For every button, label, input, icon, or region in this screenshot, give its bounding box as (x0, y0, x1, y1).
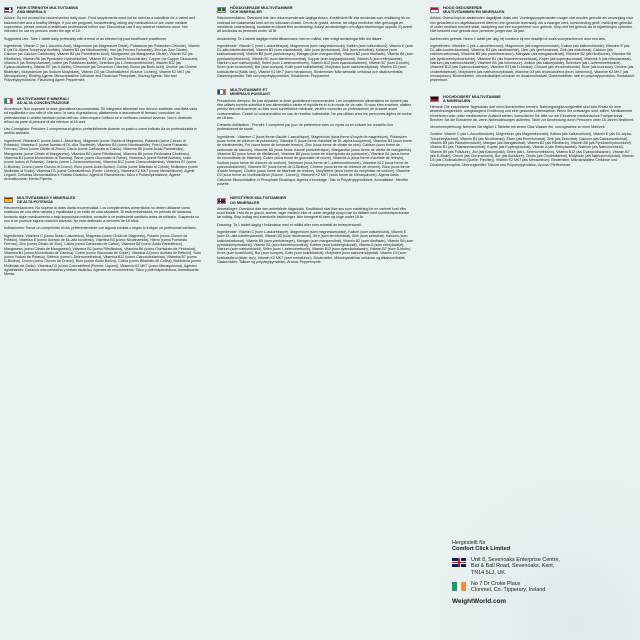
suggested-use-text: Verzehrempfehlung: Nehmen Sie täglich 1 Tablette mit einem Glas Wasser ein, vorzugsweise zu einer Mahlzeit. (430, 125, 606, 130)
advice-text: Anbefalinger: Overskrid ikke den anbefalede dagsdosis. Kosttilskud skal ikke ses som erstatning for en varieret kost eller sund livsstil. Hvis du er gravid, ammer, tager medicin eller er under lægeligt opsyn bør du rådføre med sundhedspersonale før indtag. Stop indtag ved eventuelle bivirkninger. Ikke beregnet til børn og unge under 18 år. (217, 206, 410, 220)
section-de (430, 95, 635, 167)
company-name: Comfort Click Limited (452, 546, 511, 553)
ingredients-text: Zutaten: Vitamin C (als L-Ascorbinsäure), Magnesium (als Magnesiumoxid), Kalium (als Kaliumchlorid), Vitamin E (als DL-Alpha-Tocopherylacetat), Vitamin B3 (als Nicotinamid), Eisen (als Eisenfumarat), Zink (als Zinkcitrat), Calcium (als Calciumcarbonat), Vitamin B5 (als Pantothensäure), Mangan (als Mangancitrat), Vitamin B2 (als Riboflavin), Vitamin B6 (als Pyridoxinhydrochlorid), Vitamin B1 (als Thiaminmononitrat), Kupfer (als Kupfergluconat), Vitamin A (als Retinylacetat), Natrium (als Natriumchlorid), Vitamin B9 (als Folsäure), Jod (als Kaliumjodid), Selen (als L-Selenomethionin), Vitamin B12 (als Cyanocobalamin), Vitamin B7 (als D-Biotin), Chrom (als Chromchlorid), Bor (als Borsäure), Cholin (als Cholinbitartrat), Molybdän (als Natriummolybdat), Vitamin D3 (als Cholecalciferol (Quelle: Flechte)), Vitamin K2 MK7 (als Menachinon). Bindemittel: Mikrokristalline Cellulose und Dicalciumphosphat, Überzugsmittel: Talkum und Polyvinylpyrrolidon, Aroma: Pfefferminze. (430, 132, 634, 167)
section-es (4, 196, 201, 277)
section-title: HØYSTYRKE MULTIVITAMINER OG MINERALER (230, 196, 287, 205)
suggested-use-text: Dosering: Ta 1 tablett daglig i forbindelse med et måltid eller som anbefalt av helsepersonell. (217, 222, 362, 227)
advice-text: Advice: Do not exceed the recommended daily dose. Food supplements must not be used as a substitute for a varied and balanced diet and a healthy lifestyle. If you are pregnant, breastfeeding, taking any medications or are under medical supervision, please consult a healthcare professional before use. Discontinue use if any adverse reactions occur. Not intended for use by persons under the age of 18. (4, 16, 196, 34)
france-flag-icon (217, 89, 226, 95)
ireland-flag-icon (452, 582, 466, 591)
section-no (217, 196, 414, 264)
ingredients-text: Ingredienser: Vitamin C (som L-askorbinsyra), Magnesium (som magnesiumoxid), Kalium (som kaliumklorid), Vitamin E (som DL-alfa-tokoferolacetat), Vitamin B3 (som nikotinamid), Järn (som järnfumarat), Zink (som zinkcitrat), Kalcium (som kalciumkarbonat), Vitamin B5 (som pantotensyra), Mangan (som mangancitrat), Vitamin B2 (som riboflavin), Vitamin B6 (som pyridoxinhydroklorid), Vitamin B1 (som tiaminmononitrat), Koppar (som kopparglukonat), Vitamin A (som retinylacetat), Natrium (som natriumjodid), Selen (som L-selenometionin), Vitamin B12 (som cyanokobalamin), Vitamin B7 (som D-biotin), Krom (som kromklorid), Bor (som borsyra), Kolin (som kolinbitartrat), Molybden (som natriummolybdat), Vitamin D3 (som kolekalciferol (Källa: lav)), Vitamin K2 MK7 (som menakinon). Bindemedel: Mikrokristallin cellulosa och dikalciumfosfat, Glaseringsmedel: Talk och polyvinylpyrrolidon, Smakämne: Pepparmint. (217, 43, 414, 78)
column-right (430, 6, 635, 173)
section-title: HOCHDOSIERT MULTIVITAMINE & MINERALIEN (443, 94, 501, 103)
ingredients-text: Ingredienti: Vitamina C (come Acido L-Ascorbico), Magnesio (come Ossido di Magnesio), Potassio (come Cloruro di Potassio), Vitamina E (come Acetato di DL-Alfa Tocoferile), Vitamina B3 (come Nicotinamide), Ferro (come Fumarato Ferroso), Zinco (come Citrato di Zinco), Calcio (come Carbonato di Calcio), Vitamina B5 (come Acido Pantotenico), Manganese (come Citrato di Manganese), Vitamina B2 (come Riboflavina), Vitamina B6 (come Piridossina Cloridrato), Vitamina B1 (come Mononitrato di Tiamina), Rame (come Gluconato di Rame), Vitamina A (come Retinil Acetato), Iodio (come Ioduro di Potassio), Selenio (come L-Selenometionina), Vitamina B12 (come Cianocobalamina), Vitamina B7 (come D-Biotina), Cromo (come Cloruro di Cromo), Boro (come Acido Borico), Colina (come Bitartrato di Colina), Molibdeno (come Molibdato di Sodio), Vitamina D3 (come Colecalciferolo (Fonte: Lichene)), Vitamina K2 MK7 (come Menachinone). Agenti Leganti: Cellulosa Microcristallina e Fosfato Dicalcico, Agenti di Rivestimento: Talco e Polivinilpirrolidone, Agente Aromatizzante: Menta Piperita. (4, 138, 199, 182)
advice-text: Recomendaciones: No superar la dosis diaria recomendada. Los complementos alimenticios no deben utilizarse como sustitutos de una dieta variada y equilibrada y un estilo de vida saludable. Si está embarazada, en periodo de lactancia, tomando algún medicamento o bajo supervisión médica, consulte a un profesional sanitario antes de utilizarlo. Suspenda su uso si se produce alguna reacción adversa. No está destinado a menores de 18 años. (4, 206, 199, 224)
section-title: MULTIVITAMINES ET MINÉRAUX PUISSANT (230, 88, 271, 97)
section-sv (217, 6, 414, 78)
uk-flag-icon (4, 7, 13, 13)
manufacturer-info (452, 540, 632, 605)
section-title: HOOG GEDOSEERDE MULTIVITAMINEN EN MINERALEN (443, 6, 505, 15)
spain-flag-icon (4, 197, 13, 203)
section-title: HIGH STRENGTH MULTIVITAMINS AND MINERALS (17, 6, 79, 15)
suggested-use-text: Uso Consigliato: Prendere 1 compressa al giorno, preferibilmente durante un pasto o come indicato da un professionista in ambito sanitario. (4, 127, 197, 136)
advice-text: Avvertenze: Non superare la dose giornaliera raccomandata. Gli integratori alimentari non devono sostituire una dieta varia ed equilibrata e uno stile di vita sano. In caso di gravidanza, allattamento o assunzione di farmaci, consultare un professionista in ambito sanitario prima dell'uso. Interrompere l'utilizzo se si verificano reazioni avverse. Non è destinato all'uso da parte di persone di età inferiore ai 18 anni. (4, 106, 198, 124)
ingredients-text: Ingrediënten: Vitamine C (als L-ascorbinezuur), Magnesium (als magnesiumoxide), Kalium (als kaliumchloride), Vitamine E (als DL-alfa-tocoferolacetaat), Vitamine B3 (als nicotinamide), IJzer (als ijzerfumaraat), Zink (als zinkcitraat), Calcium (als calciumcarbonaat), Vitamine B5 (als pantotheenzuur), Mangaan (als mangaancitraat), Vitamine B2 (als riboflavine), Vitamine B6 (als pyridoxinehydrochloride), Vitamine B1 (als thiaminemononitraat), Koper (als kopergluconaat), Vitamine A (als retinylacetaat), Natrium (als natriumchloride), Vitamine B9 (als foliumzuur), Jodium (als kaliumjodide), Selenium (als L-selenomethionine), Vitamine B12 (als Cyanocobalamine), Vitamine B7 (als D-biotine), Chroom (als chroomchloride), Boor (als boorzuur), Choline (als cholinebitartraat), Molybdeen (als natriummolybdaat), Vitamine D3 (als cholecalciferol (bron: korstmos)), Vitamine K2 MK7 (als menaquinon). Bindmiddelen: microkristallijne cellulose en dicalciumfosfaat, Glansmiddelen: talk en polyvinylpyrrolidon, Smaakstof: pepermunt. (430, 43, 635, 83)
uk-address: Unit 8, Sevenoaks Enterprise Centre, Bat & Ball Road, Sevenoaks, Kent, TN14 5LJ, UK (452, 557, 632, 576)
ingredients-text: Ingrédients : Vitamine C (sous forme d'acide L-ascorbique), Magnésium (sous forme d'oxyde de magnésium), Potassium (sous forme de chlorure de potassium), Vitamine E (sous forme d'acétate de DL-alpha-tocophérol), Vitamine B3 (sous forme de nicotinamide), Fer (sous forme de fumarate ferreux), Zinc (sous forme de citrate de zinc), Calcium (sous forme de carbonate de calcium), Vitamine B5 (sous forme d'acide pantothénique), Manganèse (sous forme de citrate de manganèse), Vitamine B2 (sous forme de riboflavine), Vitamine B6 (sous forme de chlorhydrate de pyridoxine), Vitamine B1 (sous forme de mononitrate de thiamine), Cuivre (sous forme de gluconate de cuivre), Vitamine A (sous forme d'acétate de rétinyle), Sodium (sous forme de chlorure de sodium), Sélénium (sous forme de L-sélénométhionine), Vitamine B12 (sous forme de cyanocobalamine), Vitamine B7 (sous forme de D-Biotine), Chrome (sous forme de chlorure de chrome), Bore (sous forme d'acide borique), Choline (sous forme de bitartrate de choline), Molybdène (sous forme de molybdate de sodium), Vitamine D3 (sous forme de cholécalciférol (Source : Lichen)), Vitamine K2 MK7 (sous forme de Ménaquinone). Agents liants : Cellulose Microcristalline et Phosphate Dicalcique, Agents d'enrobage : Talc et Polyvinylpyrrolidone, Aromatisant : Menthe poivrée. (217, 134, 413, 187)
suggested-use-text: Aanbevolen gebruik: Neem 1 tablet per dag, bij voorkeur bij een maaltijd of zoals voorgeschreven door een arts. (430, 36, 606, 41)
suggested-use-text: Suggested Use: Take 1 tablet daily, preferably with a meal or as directed by your healthcare practitioner. (4, 36, 167, 41)
ingredients-text: Ingredients: Vitamin C (as L-Ascorbic Acid), Magnesium (as Magnesium Oxide), Potassium (as Potassium Chloride), Vitamin E (as DL-Alpha Tocopheryl Acetate), Vitamin B3 (as Nicotinamide), Iron (as Ferrous Fumarate), Zinc (as Zinc Citrate), Calcium (as Calcium Carbonate), Vitamin B5 (as Pantothenic Acid), Manganese (as Manganese Citrate), Vitamin B2 (as Riboflavin), Vitamin B6 (as Pyridoxine Hydrochloride), Vitamin B1 (as Thiamin Mononitrate), Copper (as Copper Gluconate), Vitamin A (as Retinyl Acetate), Iodine (as Potassium Iodide), Selenium (as L-Selenomethionine), Vitamin B12 (as Cyanocobalamin), Vitamin B7 (as D-Biotin), Chromium (as Chromium Chloride), Boron (as Boric Acid), Choline (as Choline Bitartrate), Molybdenum (as Sodium Molybdate), Vitamin D3 (as Cholecalciferol (Source: Lichen)), Vitamin K2 MK7 (as Menaquinone). Binding Agents: Microcrystalline Cellulose and Dicalcium Phosphate, Glazing Agents: Talc and Polyvinylpyrrolidone, Flavouring Agent: Peppermint. (4, 43, 200, 83)
advice-text: Précautions d'emploi: Ne pas dépasser la dose quotidienne recommandée. Les compléments alimentaires ne doivent pas être utilisés comme substitut à une alimentation variée et équilibrée et à un mode de vie sain. Si vous êtes enceinte, allaitez, prenez des médicaments ou êtes sous surveillance médicale, veuillez consulter un professionnel de la santé avant consommation. Cesser la consommation en cas de réaction indésirable. Ne pas utiliser chez les personnes âgées de moins de 18 ans. (217, 98, 413, 120)
germany-flag-icon (430, 96, 439, 102)
section-nl (430, 6, 635, 83)
sweden-flag-icon (217, 7, 226, 13)
ie-address: No 7 Dr Croke Place Clonmel, Co. Tipperary, Ireland (452, 581, 632, 594)
italy-flag-icon (4, 98, 13, 104)
advice-text: Rekommendation: Överskrid inte den rekommenderade dagliga dosen. Kosttillskott får inte användas som ersättning för en varierad och balanserad kost och en hälsosam livsstil. Om du är gravid, ammar, tar några mediciner eller genomgår en medicinsk undersökning, kontakta en läkare före användning. Avbryt användningen om några biverkningar uppstår. Ej avsett att användas av personer under 18 år. (217, 16, 413, 34)
column-middle (217, 6, 414, 270)
ingredients-text: Ingredientes: Vitamina C (como Ácido L-ascórbico), Magnesio (como Óxido de Magnesio), Potasio (como Cloruro de Potasio), Vitamina E (como Acetato de DL-alfa tocoferilo), Vitamina B3 (como Nicotinamida), Hierro (como Fumarato Ferroso), Zinc (como Citrato de Zinc), Calcio (como Carbonato de Calcio), Vitamina B5 (como Ácido Pantoténico), Manganeso (como Citrato de Manganeso), Vitamina B2 (como Riboflavina), Vitamina B6 (como Clorhidrato de Piridoxina), Vitamina B1 (como Mononitrato de Tiamina), Cobre (como Gluconato de Cobre), Vitamina A (como Acetato de Retinilo), Yodo (como Yoduro de Potasio), Selenio (como L-Selenometionina), Vitamina B12 (como Cianocobalamina), Vitamina B7 (como D-Biotina), Cromo (como Cloruro de Cromo), Boro (como Ácido Bórico), Colina (como Bitartrato de Colina), Molibdeno (como Molibdato de Sodio), Vitamina D3 (como Colecalciferol (Fuente: Liquen)), Vitamina K2 MK7 (como Menaquinona). Agentes aglutinantes: Celulosa microcristalina y fosfato dicálcico, Agentes de recubrimiento: Talco y polivinilpirrolidona, Aromatizante: Menta. (4, 233, 201, 277)
section-fr (217, 88, 414, 186)
norway-flag-icon (217, 198, 226, 204)
section-en (4, 6, 201, 83)
netherlands-flag-icon (430, 7, 439, 13)
section-title: HÖGDOSERADE MULTIVITAMINER OCH MINERALER (230, 6, 293, 15)
suggested-use-text: Conseils d'utilisation : Prendre 1 comprimé par jour, de préférence avec un repas ou en suivant les conseils d'un professionnel de santé. (217, 123, 394, 132)
advice-text: Advies: Overschrijd de aanbevolen dagelijkse dosis niet. Voedingssupplementen mogen niet worden gebruikt als vervanging voor een gevarieerd en uitgebalanceerd dieet en een gezonde levensstijl. Als u zwanger bent, borstvoeding geeft, medicijnen gebruikt of onder medisch toezicht staat, raadpleeg dan een zorgverlener voor gebruik. Stop met het gebruik als er bijwerkingen optreden. Niet bedoeld voor gebruik door personen jonger dan 18 jaar. (430, 16, 634, 34)
section-title: MULTIVITAMINE E MINERALI AD ALTA CONCENTRAZIONE (17, 96, 70, 105)
section-it (4, 97, 201, 182)
uk-flag-icon (452, 558, 466, 567)
advice-text: Hinweis: Die empfohlene Tagesdosis darf nicht überschritten werden. Nahrungsergänzungsmittel sind kein Ersatz für eine abwechslungsreiche, ausgewogene Ernährung und eine gesunde Lebensweise. Wenn Sie schwanger sind, stillen, Medikamente einnehmen oder unter medizinischer Aufsicht stehen, konsultieren Sie bitte vor der Einnahme medizinisches Fachpersonal. Brechen Sie die Einnahme ab, wenn Nebenwirkungen auftreten. Nicht zur Anwendung durch Personen unter 18 Jahren bestimmt. (430, 104, 634, 122)
suggested-use-text: Indicaciones: Tomar un comprimido al día, preferentemente con alguna comida o según lo indique un profesional sanitario. (4, 226, 197, 231)
website-text: WeightWorld.com (452, 597, 507, 605)
suggested-use-text: Användning: Ta 1 tablett dagligen helst tillsammans med en måltid, eller enligt anvisningar från din läkare. (217, 36, 383, 41)
made-for-label: Hergestellt für (452, 540, 486, 546)
ingredients-text: Ingredienser: Vitamin C (som L-askorbinsyre), Magnesium (som magnesiumoksid), Kalium (som kaliumklorid), Vitamin E (som DL-alfa-tokoferylacetat), Vitamin B3 (som nikotinamid), Jern (som ferrofumarat), Sink (som sinksitrat), Kalsium (som kalsiumkarbonat), Vitamin B5 (som pantotensyre), Mangan (som mangansitrat), Vitamin B2 (som riboflavin), Vitamin B6 (som pyridoksinhydroklorid), Vitamin B1 (som tiaminmononitrat), Kobber (som kobberglukonat), Vitamin A (som retinylacetat), Natrium (som natriumklorid), Selen (som L-selenometionin), Vitamin B12 (som cyanokobalamin), Vitamin B7 (som D-biotin), Krom (som kromklorid), Bor (som borsyre), Kolin (som kolinbitartrat), Molybden (som natriummolybdat), Vitamin D3 (som kolekalsiferol (kilde: lav)), Vitamin K2 MK7 (som menakinon). Bindemidler: Mikrokrystallinsk cellulose og dikalsiumfosfat, Glasurmidler: Talkum og polyvinylpyrrolidon, Aroma: Peppermynte. (217, 229, 414, 264)
section-title: MULTIVITAMINAS Y MINERALES DE ALTA POTENCIA (17, 195, 76, 204)
column-left (4, 6, 201, 283)
